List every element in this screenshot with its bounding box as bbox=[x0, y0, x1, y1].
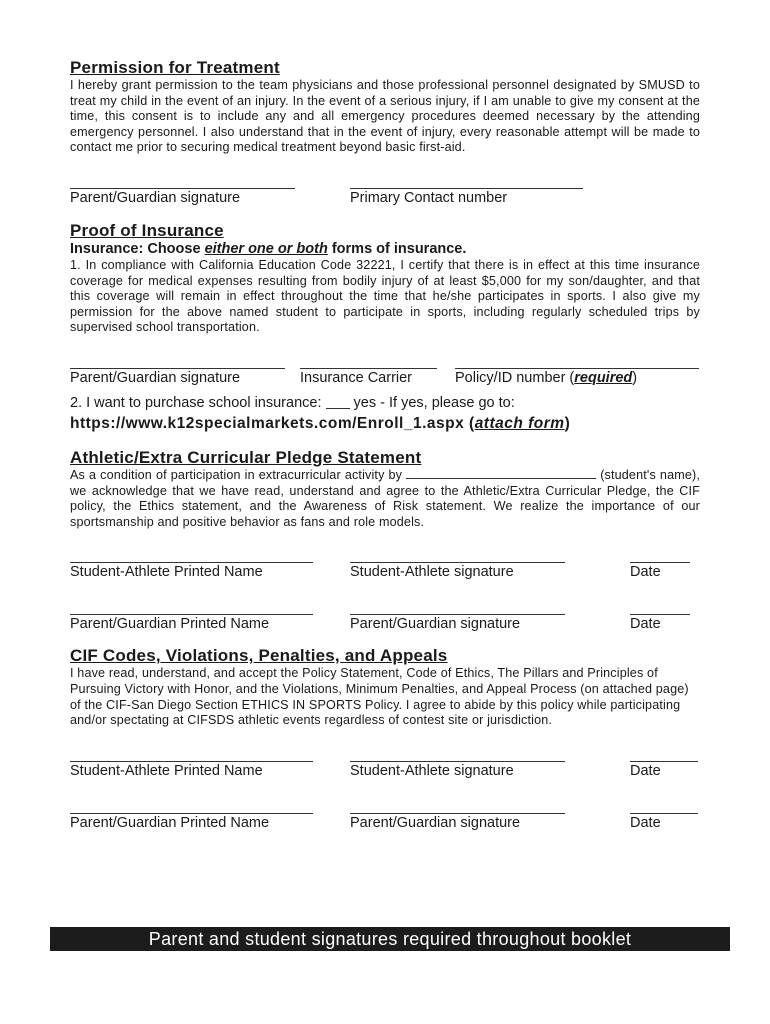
student-name-blank[interactable] bbox=[406, 468, 596, 479]
required-marker: required bbox=[574, 369, 633, 386]
pledge-parent-date-label: Date bbox=[630, 616, 661, 633]
pledge-parent-date-field[interactable] bbox=[630, 604, 690, 633]
cif-parent-date-label: Date bbox=[630, 814, 661, 831]
cif-student-name-field[interactable] bbox=[70, 751, 313, 779]
pledge-student-name-label: Student-Athlete Printed Name bbox=[70, 564, 263, 581]
pledge-parent-name-label: Parent/Guardian Printed Name bbox=[70, 616, 270, 633]
primary-contact-field[interactable] bbox=[350, 178, 583, 206]
pledge-student-date-label: Date bbox=[630, 564, 661, 581]
insurance-title: Proof of Insurance bbox=[70, 220, 224, 240]
policy-id-field[interactable] bbox=[455, 358, 699, 386]
form-page bbox=[70, 58, 700, 831]
insurance-parent-signature-field[interactable] bbox=[70, 358, 285, 386]
insurance-url-link[interactable]: https://www.k12specialmarkets.com/Enroll_1.aspx bbox=[70, 414, 465, 432]
insurance-choose-suffix: forms of insurance. bbox=[327, 240, 467, 257]
parent-signature-label: Parent/Guardian signature bbox=[70, 189, 241, 206]
insurance-signature-row bbox=[70, 358, 700, 386]
pledge-parent-signature-label: Parent/Guardian signature bbox=[350, 616, 521, 633]
cif-student-row bbox=[70, 751, 700, 779]
insurance-choose-prefix: Insurance: Choose bbox=[70, 240, 205, 257]
cif-student-date-field[interactable] bbox=[630, 751, 698, 779]
cif-body: I have read, understand, and accept the Policy Statement, Code of Ethics, The Pillars and Principles of Pursuing Victory with Honor, and the Violations, Minimum Penalties, and Appeal Process (on attached page) of the CIF-San Diego Section ETHICS IN SPORTS Policy. I agree to abide by this policy while participating and/or spectating at CIFSDS athletic events regardless of contest site or jurisdiction. bbox=[70, 666, 689, 728]
permission-title: Permission for Treatment bbox=[70, 58, 280, 77]
permission-body: I hereby grant permission to the team physicians and those professional personnel designated by SMUSD to treat my child in the event of an injury. In the event of a serious injury, if I am unable to give my consent at the time, this consent is to include any and all emergency procedures deemed necessary by the attending emergency personnel. I also understand that in the event of injury, every reasonable attempt will be made to contact me prior to securing medical treatment beyond basic first-aid. bbox=[70, 78, 700, 155]
parent-signature-field[interactable] bbox=[70, 178, 295, 206]
pledge-student-row bbox=[70, 552, 700, 580]
cif-student-name-label: Student-Athlete Printed Name bbox=[70, 762, 263, 779]
insurance-item-2-suffix: yes - If yes, please go to: bbox=[349, 394, 515, 411]
insurance-yes-blank[interactable] bbox=[326, 396, 350, 409]
pledge-body bbox=[70, 468, 700, 530]
primary-contact-label: Primary Contact number bbox=[350, 189, 508, 206]
insurance-choose-emphasis: either one or both bbox=[204, 240, 328, 257]
cif-title: CIF Codes, Violations, Penalties, and Appeals bbox=[70, 646, 448, 666]
pledge-title: Athletic/Extra Curricular Pledge Statement bbox=[70, 447, 422, 467]
pledge-student-signature-label: Student-Athlete signature bbox=[350, 564, 514, 581]
cif-parent-signature-field[interactable] bbox=[350, 803, 565, 831]
pledge-body-text: (student's name), we acknowledge that we have read, understand and agree to the Athletic/Extra Curricular Pledge, the CIF policy, the Ethics statement, and the Awareness of Risk statement. We realize the importance of our sportsmanship and positive behavior as fans and role models. bbox=[70, 467, 701, 529]
cif-student-signature-field[interactable] bbox=[350, 751, 565, 779]
pledge-student-name-field[interactable] bbox=[70, 552, 313, 581]
cif-parent-signature-label: Parent/Guardian signature bbox=[350, 814, 521, 831]
pledge-student-signature-field[interactable] bbox=[350, 552, 565, 581]
pledge-student-date-field[interactable] bbox=[630, 552, 690, 581]
pledge-parent-row bbox=[70, 604, 700, 632]
pledge-parent-name-field[interactable] bbox=[70, 604, 313, 633]
policy-id-label: Policy/ID number (required) bbox=[455, 369, 638, 386]
cif-parent-row bbox=[70, 803, 700, 831]
cif-parent-date-field[interactable] bbox=[630, 803, 698, 831]
insurance-item-1: 1. In compliance with California Education Code 32221, I certify that there is in effect at this time insurance coverage for medical expenses resulting from bodily injury of at least $5,000 for my son/daughter, and that this coverage will remain in effect throughout the time that he/she participates in sports. I also give my permission for the above named student to participate in sports, including regularly scheduled trips by supervised school transportation. bbox=[70, 257, 700, 335]
permission-signature-row bbox=[70, 178, 700, 206]
cif-parent-name-field[interactable] bbox=[70, 803, 313, 831]
insurance-item-2-prefix: 2. I want to purchase school insurance: bbox=[70, 394, 326, 411]
insurance-carrier-label: Insurance Carrier bbox=[300, 369, 413, 386]
pledge-parent-signature-field[interactable] bbox=[350, 604, 565, 633]
signatures-required-banner: Parent and student signatures required throughout booklet bbox=[50, 927, 730, 951]
insurance-parent-signature-label: Parent/Guardian signature bbox=[70, 369, 241, 386]
insurance-choose bbox=[70, 241, 700, 258]
insurance-carrier-field[interactable] bbox=[300, 358, 437, 386]
insurance-item-2 bbox=[70, 394, 700, 412]
cif-student-signature-label: Student-Athlete signature bbox=[350, 762, 514, 779]
attach-form-note: attach form bbox=[474, 414, 565, 432]
cif-parent-name-label: Parent/Guardian Printed Name bbox=[70, 814, 270, 831]
cif-student-date-label: Date bbox=[630, 762, 661, 779]
insurance-url-line: https://www.k12specialmarkets.com/Enroll_1.aspx (attach form) bbox=[70, 414, 571, 432]
pledge-body-prefix: As a condition of participation in extracurricular activity by bbox=[70, 467, 407, 482]
